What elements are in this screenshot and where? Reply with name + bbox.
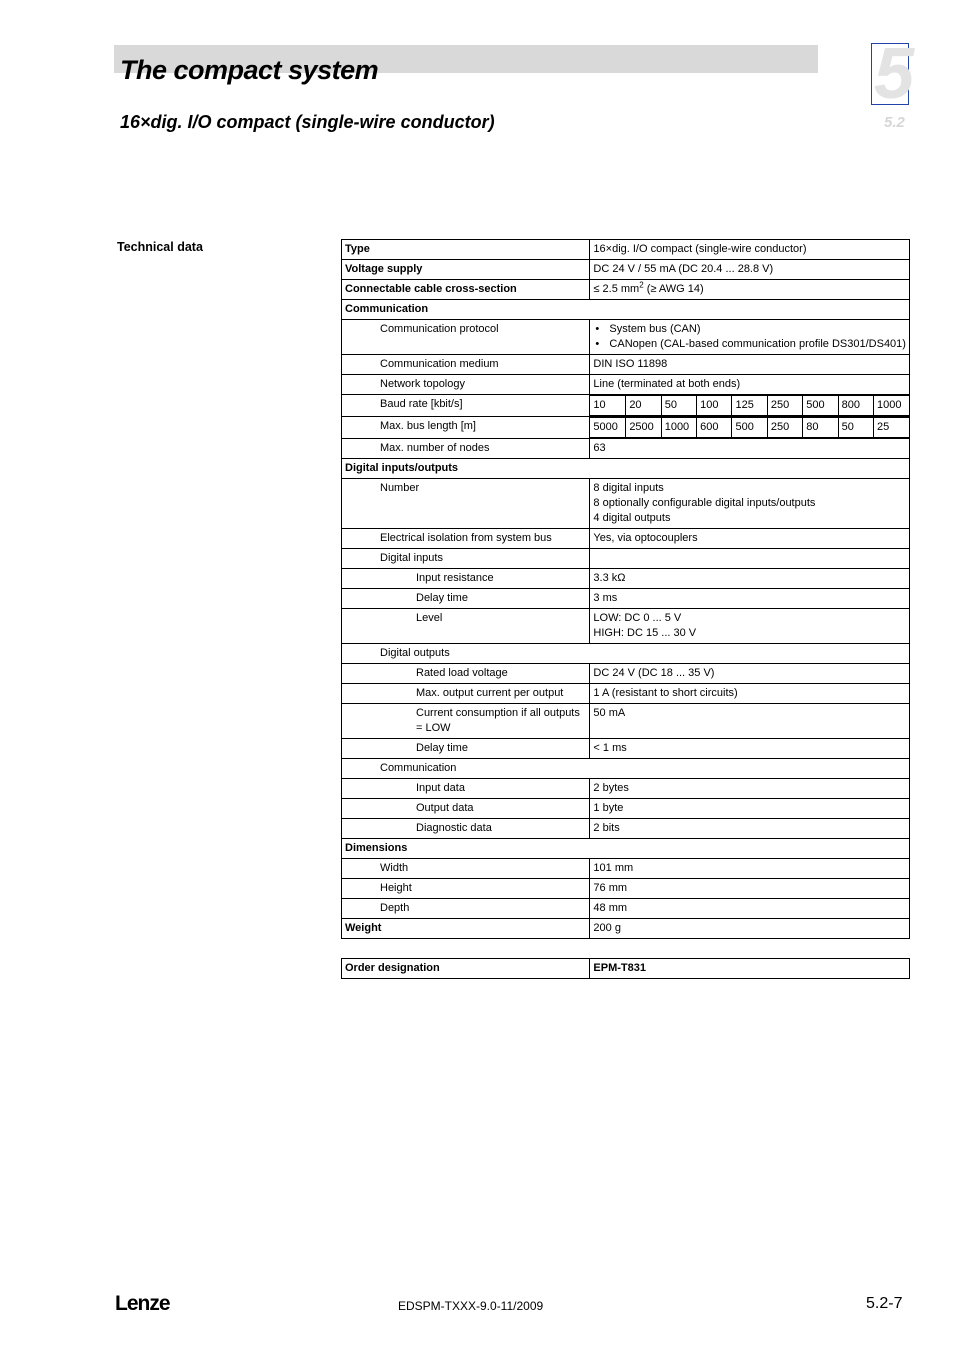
table-row — [342, 417, 910, 439]
table-row — [342, 919, 910, 939]
cable-value-sup: 2 — [639, 280, 644, 290]
table-row — [342, 899, 910, 919]
table-row — [342, 589, 910, 609]
page-title: The compact system — [120, 55, 379, 85]
comm-protocol-value — [590, 320, 910, 355]
current-consumption-label: Current consumption if all outputs = LOW — [416, 707, 580, 734]
table-row — [342, 739, 910, 759]
max-current-label: Max. output current per output — [416, 687, 564, 699]
buslen-value: 5000 — [593, 421, 618, 433]
nodes-value: 63 — [590, 439, 910, 459]
buslen-value: 1000 — [661, 418, 696, 438]
dout-delay-value: < 1 ms — [590, 739, 910, 759]
output-data-value: 1 byte — [590, 799, 910, 819]
weight-value: 200 g — [590, 919, 910, 939]
chapter-subsection: 5.2 — [884, 114, 905, 131]
cable-value-main: ≤ 2.5 mm — [593, 283, 640, 295]
digital-inputs-label: Digital inputs — [380, 552, 443, 564]
buslen-value: 25 — [874, 418, 909, 438]
table-row — [342, 609, 910, 644]
order-value: EPM-T831 — [590, 959, 910, 979]
document-id: EDSPM-TXXX-9.0-11/2009 — [398, 1299, 544, 1313]
buslen-value: 500 — [732, 418, 767, 438]
nodes-label: Max. number of nodes — [380, 442, 490, 454]
baud-value: 100 — [697, 396, 732, 416]
table-row — [342, 879, 910, 899]
list-item: • System bus (CAN) — [593, 322, 906, 337]
lenze-logo: Lenze — [115, 1292, 170, 1315]
width-label: Width — [380, 862, 409, 874]
current-consumption-value: 50 mA — [590, 704, 910, 739]
buslen-value: 2500 — [626, 418, 661, 438]
table-row — [342, 439, 910, 459]
cable-value-awg: (≥ AWG 14) — [643, 283, 704, 295]
table-row — [342, 759, 910, 779]
baud-value: 20 — [626, 396, 661, 416]
weight-label: Weight — [345, 922, 382, 934]
comm-protocol-list — [593, 322, 906, 352]
table-row — [342, 549, 910, 569]
isolation-label: Electrical isolation from system bus — [380, 532, 552, 544]
level-value — [590, 609, 910, 644]
table-row — [342, 260, 910, 280]
diagnostic-data-label: Diagnostic data — [416, 822, 492, 834]
baud-values-cell — [590, 395, 910, 417]
input-resistance-value: 3.3 kΩ — [590, 569, 910, 589]
table-row — [342, 479, 910, 529]
baud-value: 10 — [593, 399, 606, 411]
section-label: Technical data — [117, 240, 203, 254]
baud-label: Baud rate [kbit/s] — [380, 398, 463, 410]
max-current-value: 1 A (resistant to short circuits) — [590, 684, 910, 704]
input-data-value: 2 bytes — [590, 779, 910, 799]
order-label: Order designation — [345, 962, 440, 974]
page-number: 5.2-7 — [866, 1295, 903, 1312]
table-row — [342, 839, 910, 859]
comm-medium-value: DIN ISO 11898 — [590, 355, 910, 375]
din-delay-label: Delay time — [416, 592, 468, 604]
cable-label: Connectable cable cross-section — [345, 283, 517, 295]
table-row — [342, 529, 910, 549]
output-data-label: Output data — [416, 802, 474, 814]
diagnostic-data-value: 2 bits — [590, 819, 910, 839]
page-subtitle: 16×dig. I/O compact (single-wire conductor) — [120, 112, 495, 132]
depth-value: 48 mm — [590, 899, 910, 919]
level-label: Level — [416, 612, 443, 624]
buslen-value: 250 — [767, 418, 802, 438]
table-row — [342, 664, 910, 684]
order-designation-table — [341, 958, 910, 979]
baud-values — [590, 395, 909, 416]
baud-value: 50 — [661, 396, 696, 416]
digital-inputs-value — [590, 549, 910, 569]
table-row — [342, 644, 910, 664]
baud-value: 250 — [767, 396, 802, 416]
level-line: HIGH: DC 15 ... 30 V — [593, 627, 697, 639]
buslen-value: 80 — [803, 418, 838, 438]
number-value — [590, 479, 910, 529]
baud-value: 1000 — [874, 396, 909, 416]
digital-outputs-label: Digital outputs — [380, 647, 450, 659]
cable-value — [590, 280, 910, 300]
isolation-value: Yes, via optocouplers — [590, 529, 910, 549]
type-value: 16×dig. I/O compact (single-wire conductor) — [590, 240, 910, 260]
technical-data-table — [341, 239, 910, 939]
buslen-values — [590, 417, 909, 438]
comm-protocol-label: Communication protocol — [380, 323, 499, 335]
table-row — [342, 959, 910, 979]
buslen-value: 50 — [838, 418, 873, 438]
rated-voltage-value: DC 24 V (DC 18 ... 35 V) — [590, 664, 910, 684]
rated-voltage-label: Rated load voltage — [416, 667, 508, 679]
table-row — [342, 569, 910, 589]
table-row — [342, 819, 910, 839]
chapter-number: 5 — [874, 34, 915, 114]
communication2-label: Communication — [380, 762, 457, 774]
table-row — [342, 704, 910, 739]
communication-heading: Communication — [345, 303, 429, 315]
table-row — [342, 459, 910, 479]
buslen-label: Max. bus length [m] — [380, 420, 476, 432]
table-row — [342, 799, 910, 819]
voltage-label: Voltage supply — [345, 263, 423, 275]
number-line: 8 digital inputs — [593, 482, 664, 494]
comm-medium-label: Communication medium — [380, 358, 499, 370]
dimensions-heading: Dimensions — [345, 842, 408, 854]
table-row — [342, 355, 910, 375]
table-row — [342, 779, 910, 799]
table-row — [342, 375, 910, 395]
height-value: 76 mm — [590, 879, 910, 899]
table-row — [342, 240, 910, 260]
table-row — [342, 395, 910, 417]
baud-value: 500 — [803, 396, 838, 416]
height-label: Height — [380, 882, 412, 894]
list-item: • CANopen (CAL-based communication profile DS301/DS401) — [593, 337, 906, 352]
table-row — [342, 859, 910, 879]
table-row — [342, 684, 910, 704]
voltage-value: DC 24 V / 55 mA (DC 20.4 ... 28.8 V) — [590, 260, 910, 280]
width-value: 101 mm — [590, 859, 910, 879]
dout-delay-label: Delay time — [416, 742, 468, 754]
din-delay-value: 3 ms — [590, 589, 910, 609]
table-row — [342, 320, 910, 355]
number-line: 8 optionally configurable digital inputs/outputs — [593, 497, 816, 509]
baud-value: 800 — [838, 396, 873, 416]
topology-value: Line (terminated at both ends) — [590, 375, 910, 395]
dio-heading: Digital inputs/outputs — [345, 462, 459, 474]
topology-label: Network topology — [380, 378, 465, 390]
baud-value: 125 — [732, 396, 767, 416]
buslen-values-cell — [590, 417, 910, 439]
input-data-label: Input data — [416, 782, 465, 794]
number-line: 4 digital outputs — [593, 512, 671, 524]
level-line: LOW: DC 0 ... 5 V — [593, 612, 682, 624]
table-row — [342, 300, 910, 320]
input-resistance-label: Input resistance — [416, 572, 494, 584]
table-row — [342, 280, 910, 300]
number-label: Number — [380, 482, 420, 494]
depth-label: Depth — [380, 902, 410, 914]
buslen-value: 600 — [697, 418, 732, 438]
type-label: Type — [345, 243, 370, 255]
